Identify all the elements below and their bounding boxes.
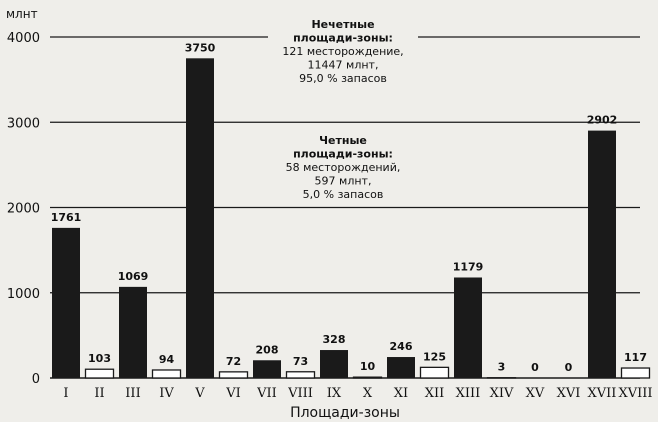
bar-IV (153, 370, 181, 378)
bar-XII (421, 367, 449, 378)
bar-XVIII (622, 368, 650, 378)
bar-X (354, 377, 382, 378)
value-label: 0 (531, 361, 539, 374)
bar-VI (220, 372, 248, 378)
x-tick-label: X (362, 386, 373, 401)
annotation-text: Нечетные (311, 18, 375, 31)
y-tick-label: 4000 (6, 31, 40, 46)
value-label: 94 (158, 352, 175, 366)
annotation-text: 597 млнт, (314, 174, 372, 188)
bar-II (86, 369, 114, 378)
value-label: 1761 (50, 210, 82, 224)
value-label: 1069 (117, 269, 149, 283)
value-label: 72 (225, 354, 242, 368)
bar-XI (387, 357, 415, 378)
x-tick-label: III (125, 386, 141, 401)
value-label: 10 (359, 360, 376, 374)
bar-III (119, 287, 147, 378)
value-label: 0 (564, 361, 573, 374)
y-tick-label: 1000 (6, 286, 40, 302)
value-label: 328 (322, 333, 346, 347)
value-label: 246 (389, 340, 413, 354)
x-tick-label: II (94, 386, 105, 401)
y-unit-label: млнт (6, 7, 38, 21)
x-tick-label: VI (226, 386, 241, 401)
annotation-text: Четные (319, 134, 367, 147)
x-tick-label: XV (525, 386, 545, 401)
annotation-text: площади-зоны: (293, 147, 393, 161)
bar-XVII (588, 131, 616, 378)
value-label: 73 (292, 354, 309, 368)
value-label: 117 (624, 351, 647, 365)
value-label: 103 (88, 352, 111, 366)
x-tick-label: XI (393, 386, 409, 401)
x-tick-label: XIV (489, 386, 514, 401)
annotation-text: 5,0 % запасов (302, 188, 384, 201)
bar-IX (320, 350, 348, 378)
value-label: 208 (255, 343, 279, 357)
x-tick-label: XII (424, 386, 445, 401)
y-tick-label: 0 (31, 372, 40, 387)
value-label: 2902 (586, 113, 618, 127)
annotation-text: 95,0 % запасов (299, 72, 387, 85)
x-tick-label: XVII (587, 386, 617, 401)
x-tick-label: IV (159, 386, 174, 401)
bar-XIII (454, 277, 482, 378)
x-tick-label: XVIII (618, 386, 653, 401)
value-label: 3750 (184, 41, 216, 55)
value-label: 3 (497, 360, 506, 374)
bar-I (52, 228, 80, 378)
x-tick-label: XIII (455, 386, 481, 401)
x-tick-label: VII (257, 386, 277, 401)
annotation-text: площади-зоны: (293, 31, 393, 45)
annotation-text: 58 месторождений, (285, 161, 401, 174)
x-tick-label: XVI (556, 386, 581, 401)
x-tick-label: VIII (288, 386, 313, 401)
annotation-text: 121 месторождение, (282, 45, 404, 58)
bar-VIII (287, 372, 315, 378)
x-axis-title: Площади-зоны (290, 405, 400, 421)
x-tick-label: IX (326, 386, 342, 401)
x-tick-label: I (63, 386, 69, 401)
y-tick-label: 2000 (6, 201, 40, 217)
y-tick-label: 3000 (6, 116, 40, 132)
x-tick-label: V (195, 386, 205, 401)
value-label: 1179 (452, 260, 484, 274)
value-label: 125 (423, 350, 446, 364)
bar-V (186, 58, 214, 378)
annotation-text: 11447 млнт, (307, 58, 379, 72)
bar-VII (253, 360, 281, 378)
